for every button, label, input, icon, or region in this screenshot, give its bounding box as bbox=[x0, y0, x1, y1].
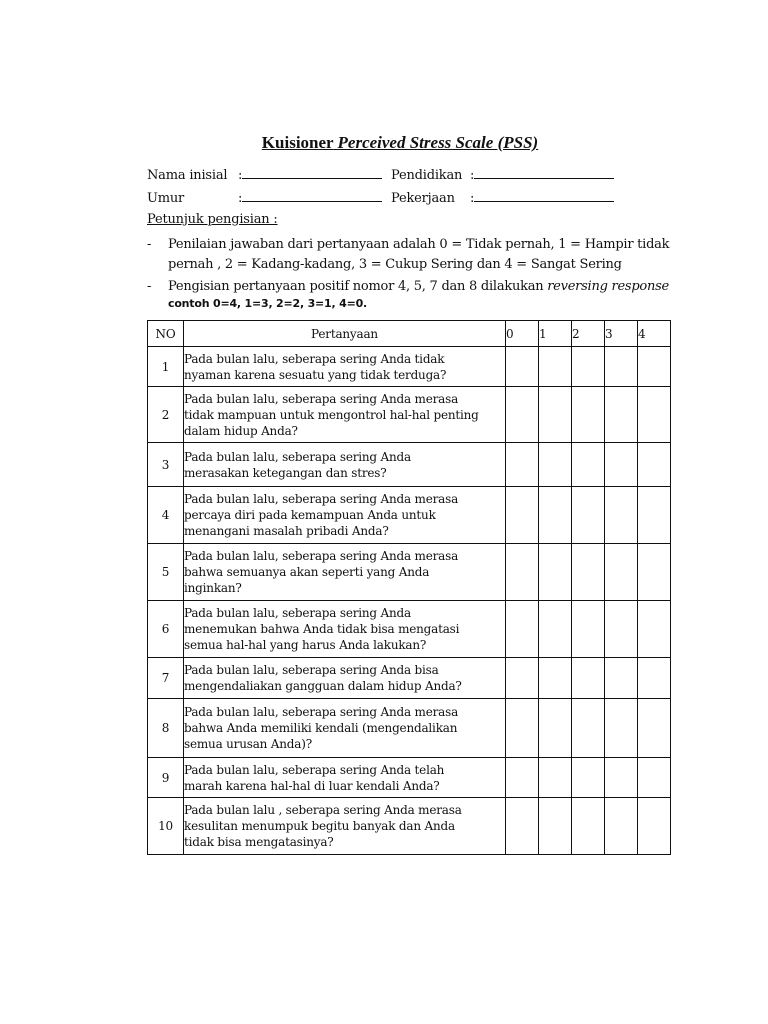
answer-cell-0[interactable] bbox=[506, 443, 539, 487]
answer-cell-4[interactable] bbox=[638, 758, 671, 798]
answer-cell-2[interactable] bbox=[572, 544, 605, 601]
table-row bbox=[148, 347, 671, 387]
table-body bbox=[148, 347, 671, 855]
row-question bbox=[184, 544, 506, 601]
answer-cell-1[interactable] bbox=[539, 347, 572, 387]
table-row bbox=[148, 699, 671, 758]
answer-cell-0[interactable] bbox=[506, 699, 539, 758]
question-text: Pada bulan lalu, seberapa sering Anda bisa mengendaliakan gangguan dalam hidup Anda? bbox=[184, 663, 462, 693]
reverse-example: contoh 0=4, 1=3, 2=2, 3=1, 4=0. bbox=[168, 297, 368, 310]
pendidikan-colon: : bbox=[470, 168, 475, 183]
answer-cell-2[interactable] bbox=[572, 658, 605, 699]
umur-colon: : bbox=[238, 191, 243, 206]
answer-cell-4[interactable] bbox=[638, 387, 671, 443]
answer-cell-2[interactable] bbox=[572, 443, 605, 487]
question-text: Pada bulan lalu, seberapa sering Anda telah marah karena hal-hal di luar kendali Anda? bbox=[184, 762, 445, 793]
answer-cell-2[interactable] bbox=[572, 601, 605, 658]
answer-cell-2[interactable] bbox=[572, 347, 605, 387]
answer-cell-3[interactable] bbox=[605, 601, 638, 658]
title-italic: Perceived Stress Scale (PSS) bbox=[337, 133, 539, 152]
umur-label: Umur bbox=[147, 191, 185, 206]
row-question bbox=[184, 387, 506, 443]
answer-cell-3[interactable] bbox=[605, 658, 638, 699]
instructions-heading: Petunjuk pengisian : bbox=[147, 212, 278, 227]
instruction-bullet-1 bbox=[147, 236, 670, 274]
answer-cell-3[interactable] bbox=[605, 347, 638, 387]
answer-cell-2[interactable] bbox=[572, 699, 605, 758]
table-row bbox=[148, 658, 671, 699]
answer-cell-4[interactable] bbox=[638, 798, 671, 855]
row-number: 6 bbox=[148, 601, 184, 658]
row-number: 8 bbox=[148, 699, 184, 758]
answer-cell-0[interactable] bbox=[506, 544, 539, 601]
row-question bbox=[184, 658, 506, 699]
answer-cell-0[interactable] bbox=[506, 387, 539, 443]
header-3: 3 bbox=[605, 321, 638, 347]
bullet-2-italic: reversing response bbox=[547, 279, 669, 294]
row-number: 9 bbox=[148, 758, 184, 798]
table-row bbox=[148, 544, 671, 601]
row-question bbox=[184, 699, 506, 758]
row-question bbox=[184, 347, 506, 387]
table-row bbox=[148, 443, 671, 487]
nama-colon: : bbox=[238, 168, 243, 183]
answer-cell-3[interactable] bbox=[605, 758, 638, 798]
pendidikan-input-line[interactable] bbox=[474, 166, 614, 179]
answer-cell-0[interactable] bbox=[506, 758, 539, 798]
row-number: 4 bbox=[148, 487, 184, 544]
table-row bbox=[148, 601, 671, 658]
header-0: 0 bbox=[506, 321, 539, 347]
answer-cell-1[interactable] bbox=[539, 487, 572, 544]
header-2: 2 bbox=[572, 321, 605, 347]
answer-cell-4[interactable] bbox=[638, 658, 671, 699]
answer-cell-1[interactable] bbox=[539, 544, 572, 601]
question-text: Pada bulan lalu, seberapa sering Anda menemukan bahwa Anda tidak bisa mengatasi semua hal-hal yang harus Anda lakukan? bbox=[184, 606, 460, 652]
answer-cell-2[interactable] bbox=[572, 798, 605, 855]
answer-cell-4[interactable] bbox=[638, 443, 671, 487]
answer-cell-0[interactable] bbox=[506, 487, 539, 544]
answer-cell-2[interactable] bbox=[572, 758, 605, 798]
page-title bbox=[0, 133, 768, 153]
answer-cell-1[interactable] bbox=[539, 798, 572, 855]
header-question: Pertanyaan bbox=[184, 321, 506, 347]
nama-field bbox=[147, 166, 382, 183]
row-number: 7 bbox=[148, 658, 184, 699]
answer-cell-0[interactable] bbox=[506, 347, 539, 387]
row-number: 5 bbox=[148, 544, 184, 601]
answer-cell-3[interactable] bbox=[605, 487, 638, 544]
pendidikan-field bbox=[391, 166, 614, 183]
title-prefix: Kuisioner bbox=[261, 133, 334, 152]
nama-input-line[interactable] bbox=[242, 166, 382, 179]
answer-cell-4[interactable] bbox=[638, 347, 671, 387]
question-text: Pada bulan lalu, seberapa sering Anda merasa tidak mampuan untuk mengontrol hal-hal penting dalam hidup Anda? bbox=[184, 391, 479, 438]
pekerjaan-field bbox=[391, 189, 614, 206]
question-text: Pada bulan lalu, seberapa sering Anda merasa percaya diri pada kemampuan Anda untuk menangani masalah pribadi Anda? bbox=[184, 492, 459, 538]
row-number: 2 bbox=[148, 387, 184, 443]
answer-cell-0[interactable] bbox=[506, 601, 539, 658]
answer-cell-3[interactable] bbox=[605, 699, 638, 758]
table-header-row bbox=[148, 321, 671, 347]
pekerjaan-input-line[interactable] bbox=[474, 189, 614, 202]
header-4: 4 bbox=[638, 321, 671, 347]
table-row bbox=[148, 487, 671, 544]
answer-cell-1[interactable] bbox=[539, 658, 572, 699]
answer-cell-4[interactable] bbox=[638, 601, 671, 658]
instruction-bullet-2 bbox=[147, 278, 667, 296]
question-text: Pada bulan lalu , seberapa sering Anda merasa kesulitan menumpuk begitu banyak dan Anda tidak bisa mengatasinya? bbox=[184, 803, 462, 849]
question-text: Pada bulan lalu, seberapa sering Anda merasa bahwa semuanya akan seperti yang Anda inginkan? bbox=[184, 549, 459, 595]
umur-field bbox=[147, 189, 382, 206]
row-question bbox=[184, 798, 506, 855]
answer-cell-4[interactable] bbox=[638, 544, 671, 601]
answer-cell-3[interactable] bbox=[605, 798, 638, 855]
answer-cell-1[interactable] bbox=[539, 758, 572, 798]
nama-label: Nama inisial bbox=[147, 168, 228, 183]
row-number: 3 bbox=[148, 443, 184, 487]
bullet-2-text: Pengisian pertanyaan positif nomor 4, 5, 7 dan 8 dilakukan bbox=[168, 279, 548, 294]
row-number: 1 bbox=[148, 347, 184, 387]
bullet-dash: - bbox=[147, 279, 152, 294]
pekerjaan-label: Pekerjaan bbox=[391, 191, 455, 206]
pekerjaan-colon: : bbox=[470, 191, 475, 206]
question-text: Pada bulan lalu, seberapa sering Anda merasakan ketegangan dan stres? bbox=[184, 449, 411, 480]
bullet-1-line-1: Penilaian jawaban dari pertanyaan adalah 0 = Tidak pernah, 1 = Hampir tidak bbox=[168, 237, 670, 252]
umur-input-line[interactable] bbox=[242, 189, 382, 202]
answer-cell-4[interactable] bbox=[638, 699, 671, 758]
table-row bbox=[148, 387, 671, 443]
table-row bbox=[148, 758, 671, 798]
pendidikan-label: Pendidikan bbox=[391, 168, 463, 183]
answer-cell-1[interactable] bbox=[539, 601, 572, 658]
answer-cell-2[interactable] bbox=[572, 487, 605, 544]
answer-cell-1[interactable] bbox=[539, 387, 572, 443]
bullet-1-line-2: pernah , 2 = Kadang-kadang, 3 = Cukup Sering dan 4 = Sangat Sering bbox=[168, 257, 622, 272]
question-text: Pada bulan lalu, seberapa sering Anda tidak nyaman karena sesuatu yang tidak terduga? bbox=[184, 351, 447, 382]
table-row bbox=[148, 798, 671, 855]
answer-cell-3[interactable] bbox=[605, 443, 638, 487]
row-question bbox=[184, 487, 506, 544]
pss-table bbox=[147, 320, 671, 855]
row-number: 10 bbox=[148, 798, 184, 855]
header-no: NO bbox=[148, 321, 184, 347]
bullet-2-line bbox=[168, 278, 669, 296]
answer-cell-3[interactable] bbox=[605, 387, 638, 443]
answer-cell-2[interactable] bbox=[572, 387, 605, 443]
row-question bbox=[184, 601, 506, 658]
answer-cell-0[interactable] bbox=[506, 798, 539, 855]
bullet-dash: - bbox=[147, 237, 152, 252]
row-question bbox=[184, 758, 506, 798]
answer-cell-1[interactable] bbox=[539, 443, 572, 487]
question-text: Pada bulan lalu, seberapa sering Anda merasa bahwa Anda memiliki kendali (mengendalikan semua urusan Anda)? bbox=[184, 705, 459, 751]
answer-cell-0[interactable] bbox=[506, 658, 539, 699]
answer-cell-1[interactable] bbox=[539, 699, 572, 758]
row-question bbox=[184, 443, 506, 487]
answer-cell-3[interactable] bbox=[605, 544, 638, 601]
answer-cell-4[interactable] bbox=[638, 487, 671, 544]
header-1: 1 bbox=[539, 321, 572, 347]
